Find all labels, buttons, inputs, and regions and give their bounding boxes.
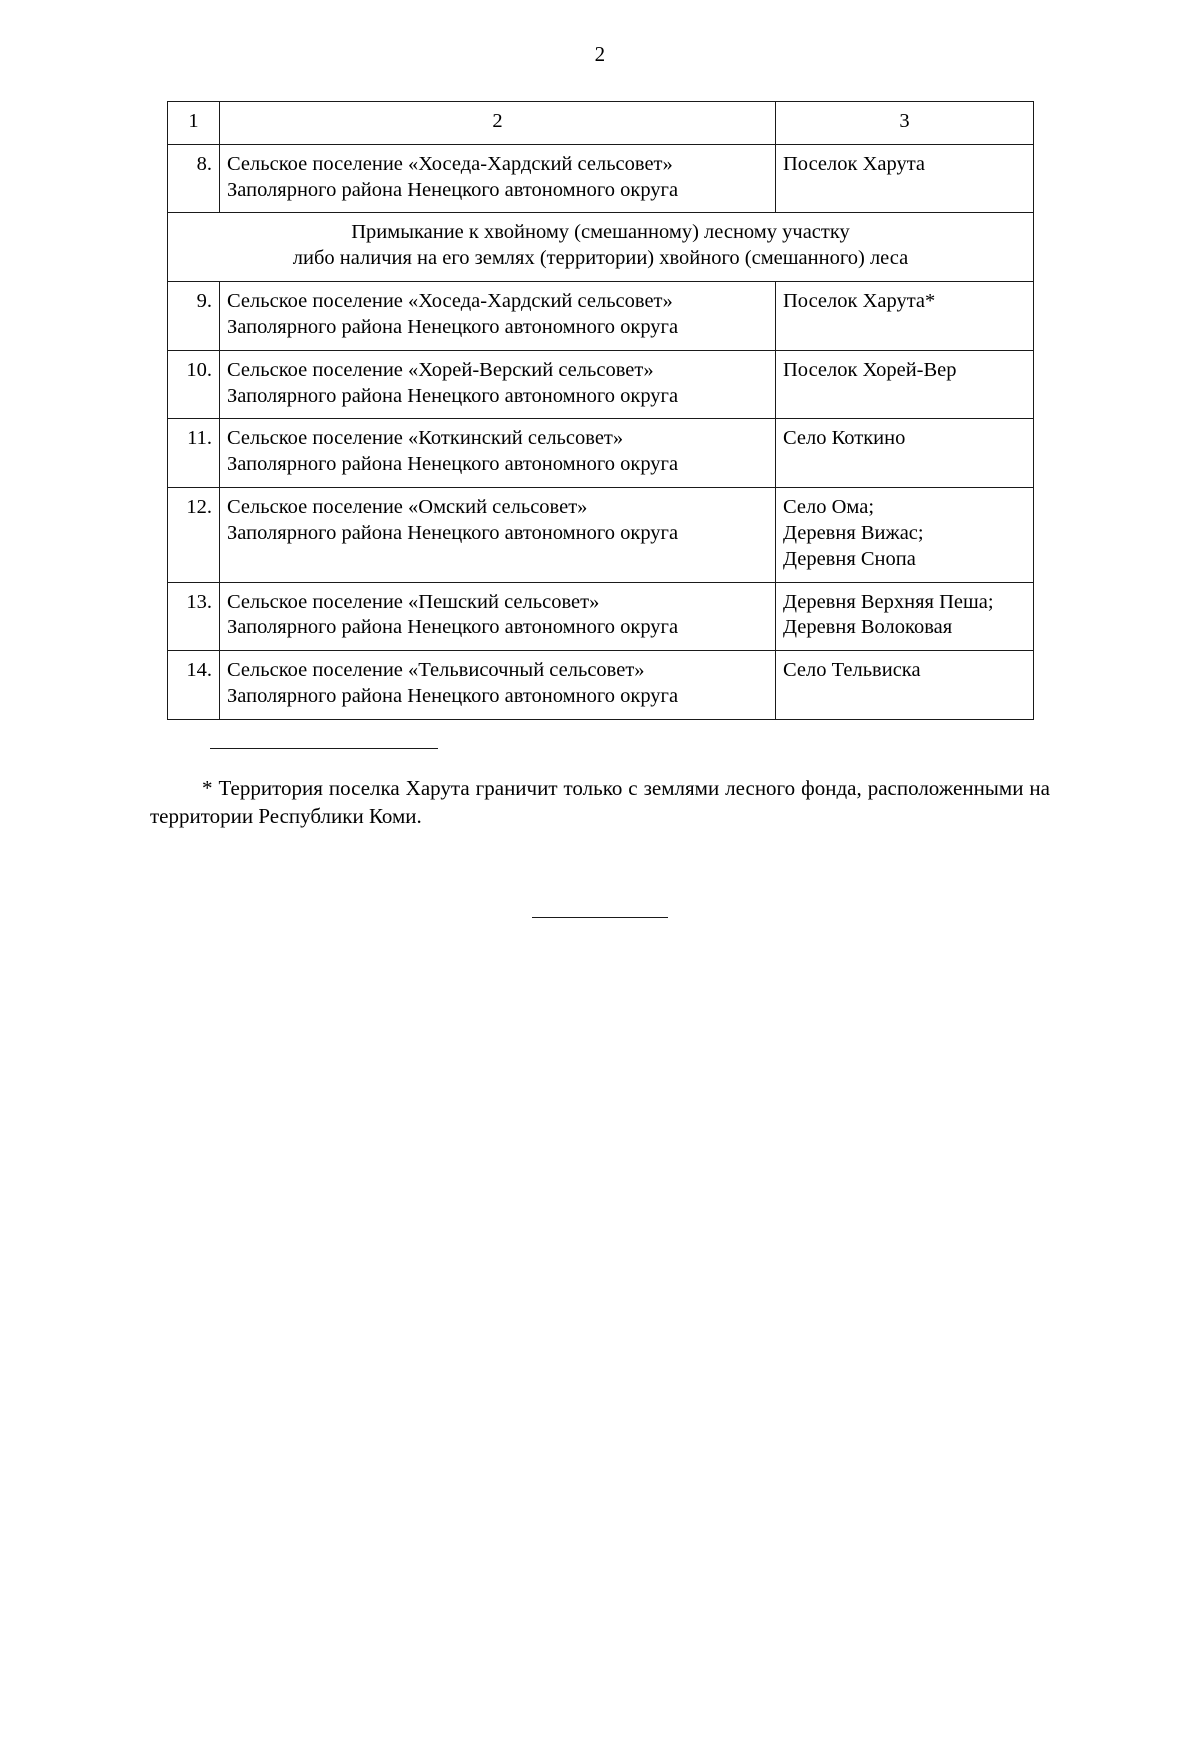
row-number: 9. [168,282,220,351]
row-places [776,144,1034,213]
place-item: Деревня Волоковая [783,616,953,639]
place-item: Деревня Снопа [783,547,916,570]
row-number: 10. [168,350,220,419]
row-number: 14. [168,651,220,720]
row-settlement-name [220,350,776,419]
footnote-block [150,748,1050,831]
settlement-name-line-1: Сельское поселение «Хорей-Верский сельсовет» [227,358,654,381]
span-note-cell [168,213,1034,282]
span-note-line-2: либо наличия на его землях (территории) хвойного (смешанного) леса [292,247,909,270]
row-places [776,350,1034,419]
settlement-name-line-2: Заполярного района Ненецкого автономного округа [227,384,679,407]
row-number: 11. [168,419,220,488]
settlement-name-line-2: Заполярного района Ненецкого автономного округа [227,453,679,476]
footnote-text: * Территория поселка Харута граничит только с землями лесного фонда, расположенными на территории Республики Коми. [150,775,1050,828]
place-item: Село Ома; [783,496,875,519]
row-places [776,282,1034,351]
table-row [168,350,1034,419]
settlement-name-line-2: Заполярного района Ненецкого автономного округа [227,315,679,338]
settlement-name-line-1: Сельское поселение «Тельвисочный сельсовет» [227,659,645,682]
municipalities-table [167,101,1034,720]
row-settlement-name [220,582,776,651]
column-header-1: 1 [168,102,220,145]
settlement-name-line-2: Заполярного района Ненецкого автономного округа [227,685,679,708]
row-settlement-name [220,144,776,213]
place-item: Поселок Харута* [783,290,936,313]
settlement-name-line-2: Заполярного района Ненецкого автономного округа [227,178,679,201]
row-settlement-name [220,282,776,351]
table-container [167,101,1033,720]
place-item: Деревня Вижас; [783,521,924,544]
settlement-name-line-1: Сельское поселение «Омский сельсовет» [227,496,588,519]
row-places [776,651,1034,720]
settlement-name-line-1: Сельское поселение «Пешский сельсовет» [227,590,600,613]
end-separator-rule [532,917,668,918]
row-places [776,419,1034,488]
place-item: Поселок Хорей-Вер [783,358,957,381]
place-item: Поселок Харута [783,152,926,175]
settlement-name-line-2: Заполярного района Ненецкого автономного округа [227,616,679,639]
settlement-name-line-2: Заполярного района Ненецкого автономного округа [227,521,679,544]
place-item: Село Коткино [783,427,906,450]
settlement-name-line-1: Сельское поселение «Хоседа-Хардский сельсовет» [227,290,673,313]
table-row [168,282,1034,351]
row-number: 8. [168,144,220,213]
row-number: 12. [168,488,220,582]
row-places [776,488,1034,582]
row-settlement-name [220,488,776,582]
span-note-line-1: Примыкание к хвойному (смешанному) лесному участку [351,221,850,244]
table-row [168,651,1034,720]
table-row [168,419,1034,488]
row-settlement-name [220,419,776,488]
table-row [168,144,1034,213]
column-header-2: 2 [220,102,776,145]
table-row [168,488,1034,582]
page-number: 2 [594,42,606,66]
table-header-row [168,102,1034,145]
settlement-name-line-1: Сельское поселение «Хоседа-Хардский сельсовет» [227,152,673,175]
place-item: Деревня Верхняя Пеша; [783,590,994,613]
settlement-name-line-1: Сельское поселение «Коткинский сельсовет» [227,427,624,450]
place-item: Село Тельвиска [783,659,921,682]
row-settlement-name [220,651,776,720]
table-span-note-row [168,213,1034,282]
column-header-3: 3 [776,102,1034,145]
table-row [168,582,1034,651]
footnote-separator-rule [210,748,438,749]
row-number: 13. [168,582,220,651]
row-places [776,582,1034,651]
document-page [0,42,1200,1740]
